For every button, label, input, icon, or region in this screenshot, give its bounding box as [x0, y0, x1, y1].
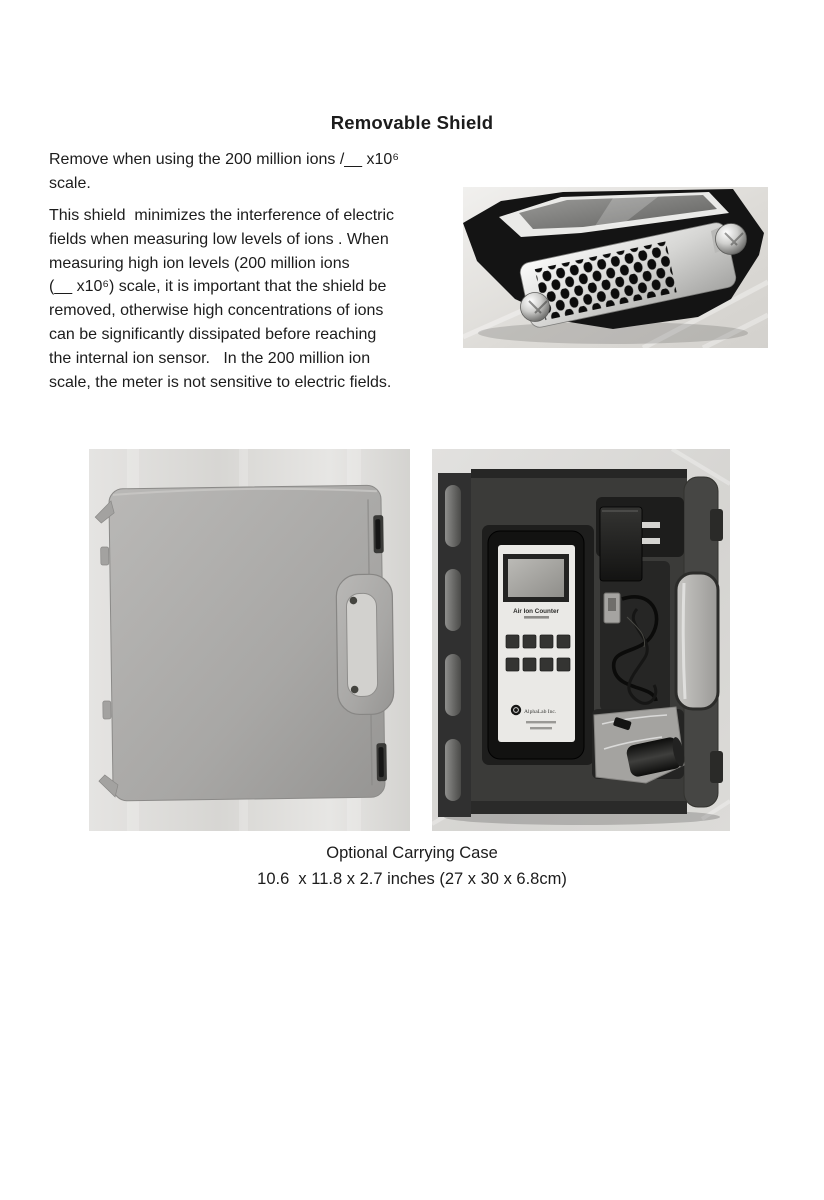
text-line: fields when measuring low levels of ions . When [49, 230, 389, 248]
brand-name: AlphaLab Inc. [524, 709, 557, 715]
plug-prong [642, 522, 660, 528]
lcd-screen [508, 559, 564, 597]
meter-product-label: Air Ion Counter [513, 608, 559, 615]
plug-prong [642, 538, 660, 544]
latch [710, 509, 723, 541]
text-line: can be significantly dissipated before reaching [49, 325, 377, 343]
caption-title: Optional Carrying Case [326, 844, 498, 862]
ion-meter [488, 531, 584, 759]
caption [0, 841, 824, 892]
carrying-case [95, 485, 395, 801]
caption-dimensions: 10.6 x 11.8 x 2.7 inches (27 x 30 x 6.8cm) [257, 869, 567, 888]
text-line: scale, the meter is not sensitive to electric fields. [49, 373, 392, 391]
open-case-photo [432, 449, 730, 831]
text-line: removed, otherwise high concentrations of ions [49, 302, 384, 320]
intro-paragraph [49, 148, 461, 196]
text-line: Remove when using the 200 million ions /__ x10⁶ [49, 151, 399, 168]
case-handle [676, 573, 718, 709]
case-rim-bottom [471, 801, 687, 814]
text-line: scale. [49, 174, 91, 192]
text-line: the internal ion sensor. In the 200 million ion [49, 349, 371, 367]
case-rim-top [471, 469, 687, 478]
shield-photo [463, 187, 768, 348]
case-handle [336, 574, 394, 715]
thumbscrew-left [521, 293, 550, 322]
text-line: This shield minimizes the interference of electric [49, 207, 395, 224]
body-paragraph [49, 204, 461, 394]
meter-model-line [524, 616, 549, 619]
closed-case-photo [89, 449, 410, 831]
latch [710, 751, 723, 783]
page-title: Removable Shield [330, 112, 494, 133]
text-line: measuring high ion levels (200 million ions [49, 254, 350, 272]
open-case [438, 469, 723, 817]
text-line: (__ x10⁶) scale, it is important that the shield be [49, 278, 387, 296]
